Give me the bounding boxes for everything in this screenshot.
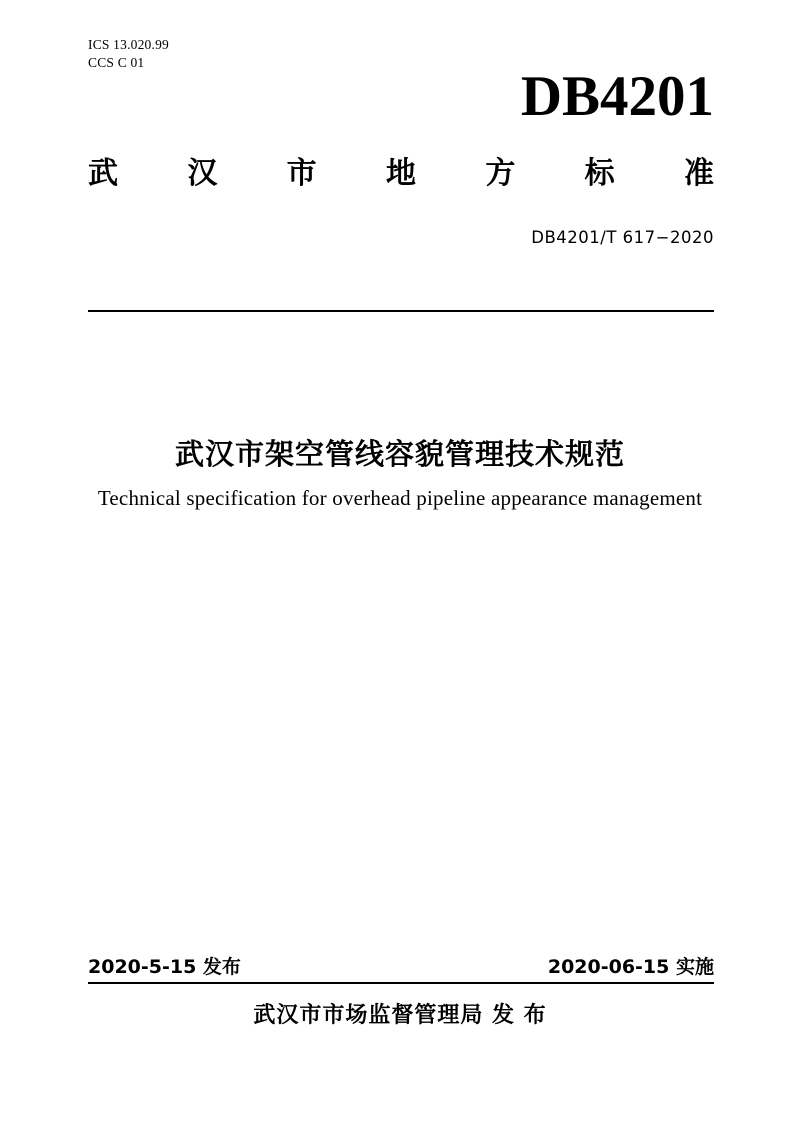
publish-date: 2020-5-15 发布 — [88, 956, 241, 978]
ics-code: ICS 13.020.99 — [88, 37, 169, 52]
local-standard-heading — [88, 148, 714, 192]
local-standard-char-0: 武 — [88, 156, 118, 191]
effective-date: 2020-06-15 实施 — [547, 956, 714, 978]
standard-number: DB4201/T 617−2020 — [531, 228, 714, 247]
local-standard-char-3: 地 — [385, 156, 416, 191]
local-standard-char-1: 汉 — [187, 156, 218, 191]
local-standard-char-6: 准 — [683, 156, 714, 191]
document-title-chinese: 武汉市架空管线容貌管理技术规范 — [174, 437, 625, 471]
ics-classification — [88, 36, 169, 72]
ccs-code: CCS C 01 — [88, 55, 145, 71]
local-standard-char-2: 市 — [286, 156, 317, 191]
document-title-english: Technical specification for overhead pipeline appearance management — [97, 486, 703, 510]
standard-mark: DB4201 — [520, 65, 714, 128]
local-standard-char-5: 标 — [584, 156, 615, 191]
header-divider — [88, 310, 714, 312]
local-standard-char-4: 方 — [485, 156, 516, 191]
footer-divider — [88, 982, 714, 984]
issuing-authority: 武汉市市场监督管理局 发 布 — [253, 1003, 547, 1028]
